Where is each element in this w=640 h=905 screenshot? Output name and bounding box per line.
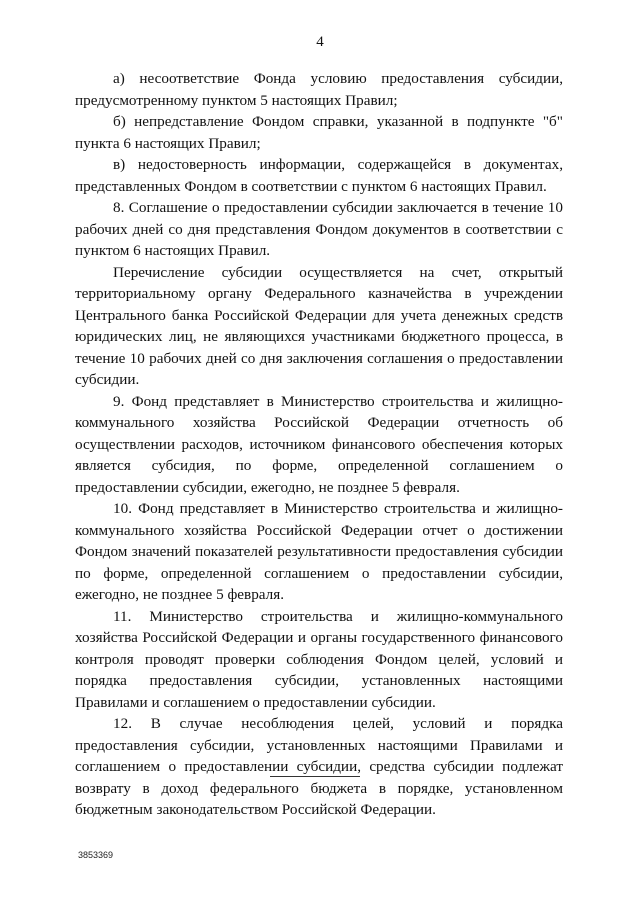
page-number: 4 bbox=[316, 34, 324, 50]
document-body bbox=[75, 68, 563, 821]
paragraph-subitem-a: а) несоответствие Фонда условию предоставления субсидии, предусмотренному пунктом 5 настоящих Правил; bbox=[75, 70, 563, 109]
paragraph-subitem-b: б) непредставление Фондом справки, указанной в подпункте "б" пункта 6 настоящих Правил; bbox=[75, 113, 563, 152]
paragraph-clause-9: 9. Фонд представляет в Министерство строительства и жилищно-коммунального хозяйства Российской Федерации отчетность об осуществлении расходов, источником финансового обеспечения которых является субсидия, по форме, определенной соглашением о предоставлении субсидии, ежегодно, не позднее 5 февраля. bbox=[75, 392, 563, 496]
paragraph-clause-10: 10. Фонд представляет в Министерство строительства и жилищно-коммунального хозяйства Российской Федерации отчет о достижении Фондом значений показателей результативности предоставления субсидии по форме, определенной соглашением о предоставлении субсидии, ежегодно, не позднее 5 февраля. bbox=[75, 500, 563, 603]
paragraph-subitem-v: в) недостоверность информации, содержащейся в документах, представленных Фондом в соответствии с пунктом 6 настоящих Правил. bbox=[75, 156, 563, 195]
paragraph-clause-8: 8. Соглашение о предоставлении субсидии заключается в течение 10 рабочих дней со дня представления Фондом документов в соответствии с пунктом 6 настоящих Правил. bbox=[75, 199, 563, 259]
paragraph-clause-12: 12. В случае несоблюдения целей, условий и порядка предоставления субсидии, установленных настоящими Правилами и соглашением о предоставлении субсидии, средства субсидии подлежат возврату в доход федерального бюджета в порядке, установленном бюджетным законодательством Российской Федерации. bbox=[75, 715, 563, 818]
paragraph-clause-11: 11. Министерство строительства и жилищно-коммунального хозяйства Российской Федерации и органы государственного финансового контроля проводят проверки соблюдения Фондом целей, условий и порядка предоставления субсидии, установленных настоящими Правилами и соглашением о предоставлении субсидии. bbox=[75, 607, 563, 711]
document-code: 3853369 bbox=[78, 850, 114, 860]
end-separator-line bbox=[270, 776, 360, 777]
paragraph-transfer: Перечисление субсидии осуществляется на счет, открытый территориальному органу Федерального казначейства в учреждении Центрального банка Российской Федерации для учета денежных средств юридических лиц, не являющихся участниками бюджетного процесса, в течение 10 рабочих дней со дня заключения соглашения о предоставлении субсидии. bbox=[75, 263, 563, 388]
